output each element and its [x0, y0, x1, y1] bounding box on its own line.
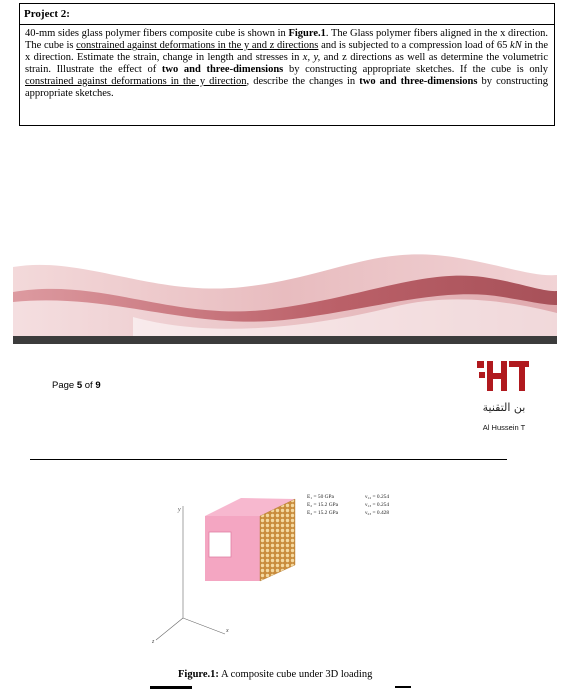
xyz-directions: x, y, [302, 51, 321, 63]
property-nu12: ν₁₂ = 0.254 [365, 494, 390, 500]
text-run: and is subjected to a compression load of 65 [318, 39, 511, 51]
caption-text: A composite cube under 3D loading [218, 669, 373, 680]
bold-dimensions: two and three-dimensions [359, 75, 478, 87]
property-e3: E₃ = 15.2 GPa [307, 510, 338, 516]
property-e1: E₁ = 50 GPa [307, 494, 334, 500]
figure-caption [178, 669, 372, 680]
page-number [52, 380, 101, 391]
text-run: in the x direction. Estimate the strain, change in length and stresses in [25, 39, 549, 63]
bold-dimensions: two and three-dimensions [161, 63, 284, 75]
underlined-constraint: constrained against deformations in the y and z directions [76, 39, 319, 51]
decorative-wave-banner [13, 247, 557, 344]
axis-z-label: z [152, 639, 155, 645]
property-nu23: ν₂₃ = 0.428 [365, 510, 390, 516]
load-unit: kN [510, 39, 522, 51]
text-run: by constructing appropriate sketches. If the cube is only [283, 63, 548, 75]
logo-icon [475, 357, 530, 397]
cube-inset-square [209, 532, 231, 557]
axis-x-label: x [226, 628, 229, 634]
page-total: 9 [95, 380, 101, 391]
composite-cube-figure [150, 478, 430, 663]
text-run: by constructing appropriate sketches. [25, 75, 548, 99]
bottom-mark-right [395, 686, 411, 688]
project-box [19, 3, 555, 126]
property-nu13: ν₁₃ = 0.254 [365, 502, 390, 508]
project-statement [20, 25, 554, 99]
text-run: . The Glass polymer fibers aligned in the x direction. The cube is [25, 28, 548, 51]
text-run: , describe the changes in [246, 75, 360, 87]
figure-reference: Figure.1 [288, 28, 326, 39]
horizontal-divider [30, 459, 507, 460]
project-title: Project 2: [20, 4, 554, 25]
axis-y-label: y [178, 507, 181, 513]
logo-english-text: Al Hussein T [482, 423, 526, 432]
text-run: 40-mm sides glass polymer fibers composite cube is shown in [25, 28, 289, 39]
logo-arabic-text: بن التقنية [482, 401, 526, 414]
underlined-constraint-y: constrained against deformations in the y direction [25, 75, 247, 87]
page-prefix: Page [52, 380, 77, 391]
page-current: 5 [76, 380, 83, 391]
property-e2: E₂ = 15.2 GPa [307, 502, 338, 508]
text-run: and z directions as well as determine the volumetric strain. Illustrate the effect of [25, 51, 548, 75]
caption-label: Figure.1: [178, 669, 219, 680]
page-separator: of [82, 380, 96, 391]
bottom-mark-left [150, 686, 192, 689]
